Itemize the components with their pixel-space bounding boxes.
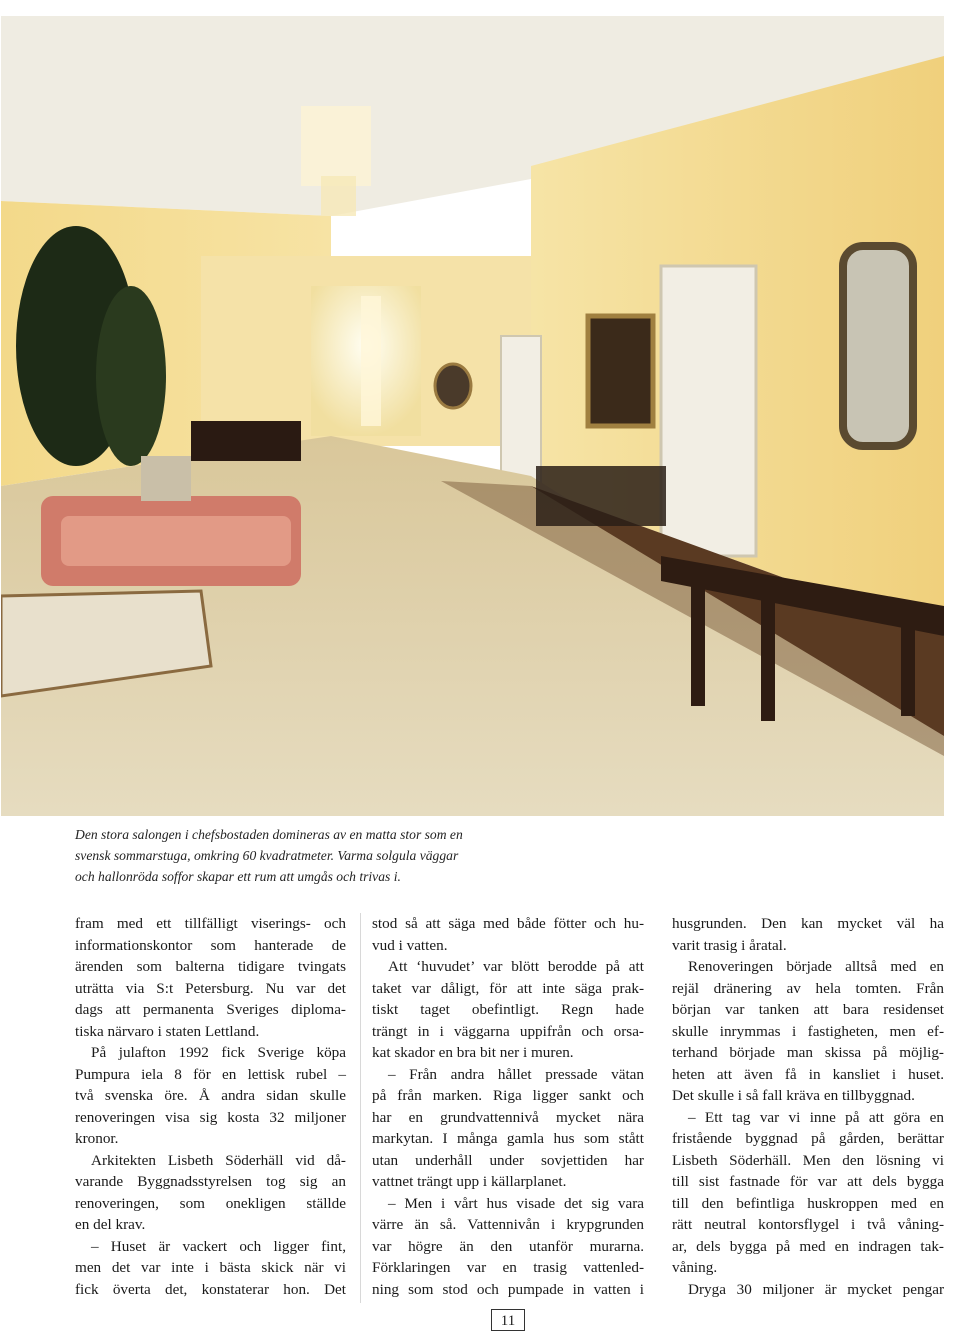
caption-line: Den stora salongen i chefsbostaden domineras av en matta stor som en bbox=[75, 827, 463, 842]
text-line: – Ett tag var vi inne på att göra en bbox=[688, 1108, 944, 1126]
text-line: varit trasig i åratal. bbox=[672, 936, 787, 954]
text-line: kronor. bbox=[75, 1130, 119, 1147]
text-line: dags att permanenta Sveriges diploma- bbox=[75, 1001, 346, 1018]
caption-line: och hallonröda soffor skapar ett rum att umgås och trivas i. bbox=[75, 869, 401, 884]
text-line: skulle inrymmas i fastigheten, men ef- bbox=[672, 1022, 944, 1040]
text-line: Arkitekten Lisbeth Söderhäll vid då- bbox=[91, 1151, 346, 1169]
text-line: våning. bbox=[672, 1259, 718, 1276]
page-number: 11 bbox=[491, 1309, 525, 1331]
text-line: tiska närvaro i staten Lettland. bbox=[75, 1022, 260, 1040]
photo-caption bbox=[75, 824, 545, 887]
text-line: Dryga 30 miljoner är mycket pengar bbox=[688, 1280, 944, 1298]
text-line: två svenska öre. Å andra sidan skulle bbox=[75, 1087, 346, 1104]
text-line: Det skulle i så fall kräva en tillbyggnad. bbox=[672, 1087, 915, 1104]
text-line: Renoveringen började alltså med en bbox=[688, 958, 944, 975]
text-line: vattnet trängt upp i källarplanet. bbox=[372, 1173, 567, 1190]
text-line: renoveringen visa sig kosta 32 miljoner bbox=[75, 1108, 346, 1126]
text-column-3 bbox=[672, 913, 944, 1300]
text-line: kat skador en bra bit ner i muren. bbox=[372, 1044, 574, 1061]
text-line: ärenden som balterna tidigare tvingats bbox=[75, 958, 346, 975]
text-line: trängt in i väggarna uppifrån och orsa- bbox=[372, 1022, 644, 1040]
text-line: Lisbeth Söderhäll. Men den lösning vi bbox=[672, 1151, 944, 1169]
text-line: informationskontor som hanterade de bbox=[75, 936, 346, 954]
text-line: var högre än den utanför murarna. bbox=[372, 1237, 644, 1255]
text-line: fick överta det, konstaterar hon. Det bbox=[75, 1280, 346, 1298]
text-line: har en grundvattennivå mycket nära bbox=[372, 1108, 644, 1126]
text-line: till sist fastnade för var att dels bygga bbox=[672, 1173, 944, 1190]
text-line: en del krav. bbox=[75, 1216, 146, 1233]
text-line: renoveringen, som onekligen ställde bbox=[75, 1194, 346, 1212]
text-column-2 bbox=[372, 913, 644, 1300]
text-line: varande Byggnadsstyrelsen tog sig an bbox=[75, 1173, 346, 1190]
text-line: fristående byggnad på gården, berättar bbox=[672, 1130, 944, 1147]
text-line: tiskt taget obefintligt. Regn hade bbox=[372, 1001, 644, 1018]
text-line: taket var dåligt, för att inte säga prak- bbox=[372, 979, 644, 997]
text-line: ar, dels bygga på med en indragen tak- bbox=[672, 1237, 944, 1255]
salon-photo bbox=[1, 16, 944, 816]
text-line: början var tanken att bara residenset bbox=[672, 1001, 944, 1018]
text-line: Förklaringen var en trasig vattenled- bbox=[372, 1259, 644, 1276]
caption-line: svensk sommarstuga, omkring 60 kvadratmeter. Varma solgula väggar bbox=[75, 848, 459, 863]
text-line: heten att även få in kansliet i huset. bbox=[672, 1065, 944, 1083]
text-line: värre än så. Vattennivån i krypgrunden bbox=[372, 1216, 644, 1233]
text-line: Pumpura iela 8 för en lettisk rubel – bbox=[75, 1065, 346, 1083]
text-line: rejäl dränering av hela tomten. Från bbox=[672, 979, 944, 997]
text-line: ning som stod och pumpade in vatten i bbox=[372, 1280, 644, 1298]
text-line: vud i vatten. bbox=[372, 936, 448, 954]
text-line: – Från andra hållet pressade vätan bbox=[388, 1065, 644, 1083]
text-line: stod så att säga med både fötter och hu- bbox=[372, 915, 644, 932]
text-line: på från marken. Riga ligger sankt och bbox=[372, 1087, 644, 1104]
text-line: Att ‘huvudet’ var blött berodde på att bbox=[388, 958, 644, 975]
text-line: fram med ett tillfälligt viserings- och bbox=[75, 915, 346, 932]
text-line: utan underhåll under sovjettiden har bbox=[372, 1151, 644, 1169]
text-line: markytan. I många gamla hus som stått bbox=[372, 1130, 644, 1147]
text-line: husgrunden. Den kan mycket väl ha bbox=[672, 915, 944, 932]
text-line: – Huset är vackert och ligger fint, bbox=[91, 1237, 346, 1255]
column-divider bbox=[360, 913, 361, 1303]
text-line: På julafton 1992 fick Sverige köpa bbox=[91, 1044, 346, 1061]
text-line: till den befintliga huskroppen med en bbox=[672, 1194, 944, 1212]
text-line: rätt neutral kontorsflygel i två våning- bbox=[672, 1216, 944, 1233]
text-line: men det var inte i bästa skick när vi bbox=[75, 1259, 346, 1276]
text-column-1 bbox=[75, 913, 346, 1300]
text-line: uträtta via S:t Petersburg. Nu var det bbox=[75, 979, 346, 997]
text-line: terhand började man skissa på möjlig- bbox=[672, 1044, 944, 1061]
text-line: – Men i vårt hus visade det sig vara bbox=[388, 1194, 644, 1212]
